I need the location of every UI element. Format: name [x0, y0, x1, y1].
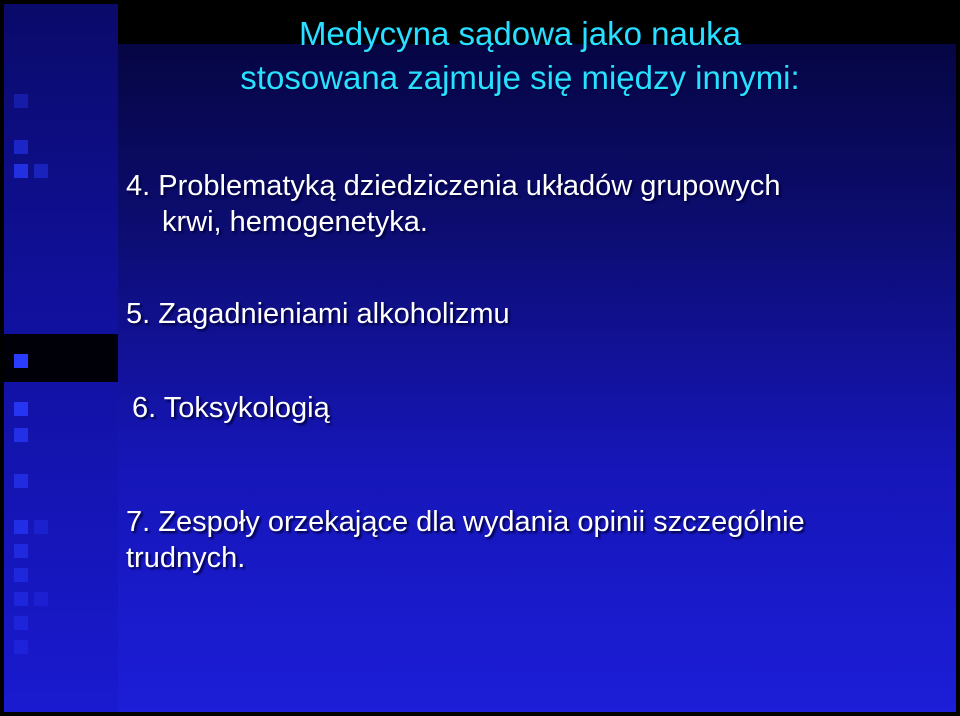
decor-square — [34, 592, 48, 606]
decor-square — [14, 640, 28, 654]
decor-square — [14, 354, 28, 368]
list-item-7-line-1: 7. Zespoły orzekające dla wydania opinii szczególnie — [126, 506, 805, 538]
decor-square — [34, 520, 48, 534]
decor-square — [14, 164, 28, 178]
title-line-1: Medycyna sądowa jako nauka — [298, 15, 742, 52]
list-item-5-line-1: 5. Zagadnieniami alkoholizmu — [126, 298, 510, 330]
list-item-5 — [126, 296, 510, 332]
list-item-7 — [126, 504, 805, 576]
list-item-4-line-1: 4. Problematyką dziedziczenia układów grupowych — [126, 170, 781, 202]
decor-square — [14, 592, 28, 606]
decor-square — [14, 428, 28, 442]
decor-square — [14, 544, 28, 558]
slide-title — [120, 12, 920, 100]
title-line-2: stosowana zajmuje się między innymi: — [240, 59, 800, 96]
decor-square — [14, 140, 28, 154]
slide — [4, 4, 956, 712]
decor-square — [14, 474, 28, 488]
decor-square — [14, 94, 28, 108]
list-item-7-line-2: trudnych. — [126, 542, 246, 574]
decor-square — [14, 402, 28, 416]
decor-square — [14, 568, 28, 582]
decor-square — [14, 616, 28, 630]
list-item-4-line-2: krwi, hemogenetyka. — [162, 206, 428, 238]
list-item-6-line-1: 6. Toksykologią — [132, 392, 330, 424]
list-item-4 — [126, 168, 780, 240]
decor-square — [34, 164, 48, 178]
decor-square — [14, 520, 28, 534]
list-item-6 — [132, 390, 330, 426]
